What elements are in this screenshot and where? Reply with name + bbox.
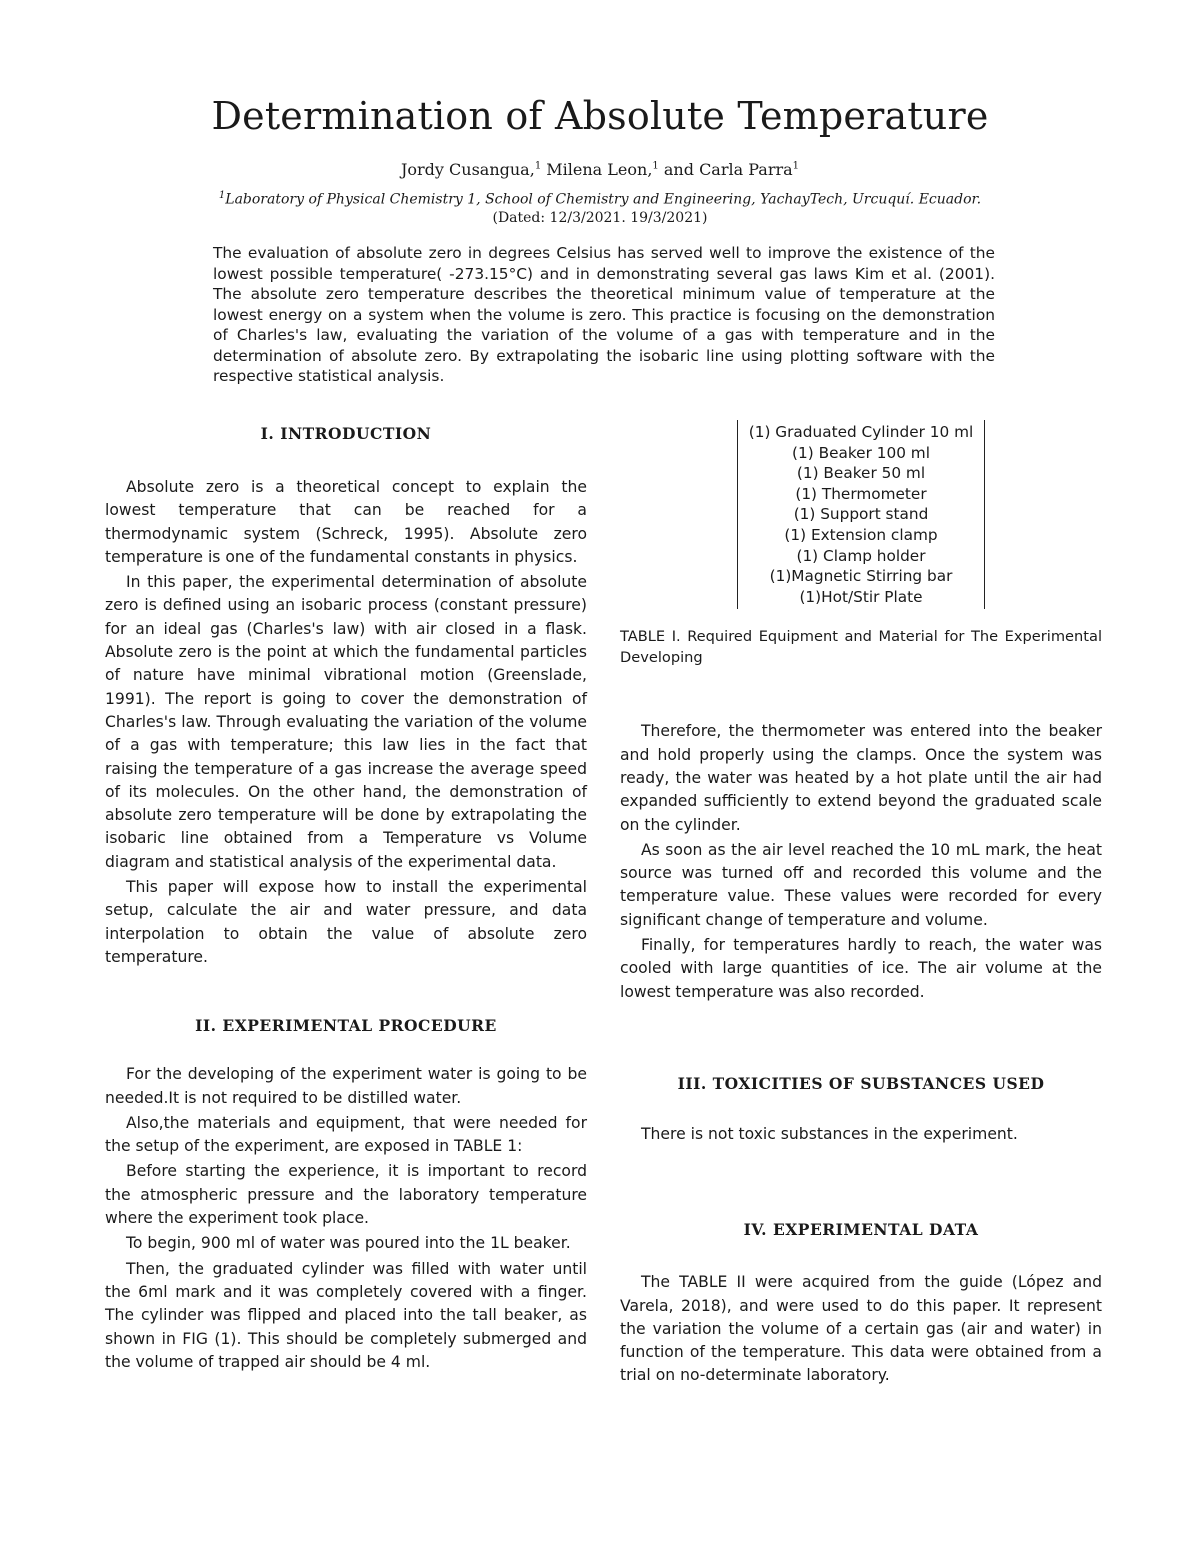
author-name: and Carla Parra xyxy=(663,160,793,179)
paragraph: Therefore, the thermometer was entered into the beaker and hold properly using the clamps. Once the system was ready, the water was heated by a hot plate until the air had expanded sufficiently to extend beyond the graduated scale on the cylinder. xyxy=(620,722,1102,834)
paragraph: As soon as the air level reached the 10 mL mark, the heat source was turned off and recorded this volume and the temperature value. These values were recorded for every significant change of temperature and volume. xyxy=(620,840,1102,929)
paragraph: Then, the graduated cylinder was filled with water until the 6ml mark and it was completely covered with a finger. The cylinder was flipped and placed into the tall beaker, as shown in FIG (1). This should be completely submerged and the volume of trapped air should be 4 ml. xyxy=(105,1259,587,1371)
paragraph: For the developing of the experiment water is going to be needed.It is not required to be distilled water. xyxy=(105,1065,587,1107)
equipment-table xyxy=(737,420,985,609)
table-row: (1) Thermometer xyxy=(795,484,927,503)
abstract: The evaluation of absolute zero in degrees Celsius has served well to improve the existence of the lowest possible temperature( -273.15°C) and in demonstrating several gas laws Kim et al. (2001). The absolute zero temperature describes the theoretical minimum value of temperature at the lowest energy on a system when the volume is zero. This practice is focusing on the demonstration of Charles's law, evaluating the variation of the volume of a gas with temperature and in the determination of absolute zero. By extrapolating the isobaric line using plotting software with the respective statistical analysis. xyxy=(213,244,995,385)
left-column xyxy=(105,420,587,1376)
paragraph: The TABLE II were acquired from the guide (López and Varela, 2018), and were used to do this paper. It represent the variation the volume of a certain gas (air and water) in function of the temperature. This data were obtained from a trial on no-determinate laboratory. xyxy=(620,1273,1102,1385)
table-row: (1) Clamp holder xyxy=(796,546,926,565)
table-row: (1) Beaker 50 ml xyxy=(796,464,926,483)
affiliation-mark: 1 xyxy=(792,160,800,172)
paragraph: To begin, 900 ml of water was poured into the 1L beaker. xyxy=(126,1234,571,1253)
paragraph: Also,the materials and equipment, that were needed for the setup of the experiment, are exposed in TABLE 1: xyxy=(105,1113,587,1156)
affiliation xyxy=(0,190,1200,208)
section-heading-experimental-data: IV. EXPERIMENTAL DATA xyxy=(743,1220,979,1240)
table-row: (1) Extension clamp xyxy=(784,525,938,544)
author-name: Milena Leon, xyxy=(546,160,653,179)
author-name: Jordy Cusangua, xyxy=(400,160,535,179)
affiliation-mark: 1 xyxy=(534,160,542,172)
paragraph: Absolute zero is a theoretical concept to explain the lowest temperature that can be reached for a thermodynamic system (Schreck, 1995). Absolute zero temperature is one of the fundamental constants in physics. xyxy=(105,478,587,566)
table-row: (1)Hot/Stir Plate xyxy=(799,587,923,606)
table-row: (1)Magnetic Stirring bar xyxy=(769,567,953,586)
section-heading-procedure: II. EXPERIMENTAL PROCEDURE xyxy=(195,1016,497,1036)
author-list xyxy=(0,160,1200,179)
affiliation-mark: 1 xyxy=(218,190,226,201)
paragraph: There is not toxic substances in the experiment. xyxy=(641,1124,1018,1143)
table-caption: TABLE I. Required Equipment and Material for The Experimental Developing xyxy=(620,628,1102,667)
affiliation-mark: 1 xyxy=(652,160,659,172)
paragraph: This paper will expose how to install the experimental setup, calculate the air and water pressure, and data interpolation to obtain the value of absolute zero temperature. xyxy=(105,878,587,966)
right-column xyxy=(620,420,1102,1390)
table-row: (1) Graduated Cylinder 10 ml xyxy=(748,423,974,441)
paragraph: Finally, for temperatures hardly to reach, the water was cooled with large quantities of ice. The air volume at the lowest temperature was also recorded. xyxy=(620,936,1102,1001)
section-heading-introduction: I. INTRODUCTION xyxy=(260,424,432,443)
section-heading-toxicities: III. TOXICITIES OF SUBSTANCES USED xyxy=(677,1073,1045,1093)
paragraph: In this paper, the experimental determination of absolute zero is defined using an isobaric process (constant pressure) for an ideal gas (Charles's law) with air closed in a flask. Absolute zero is the point at which the fundamental particles of nature have minimal vibrational motion (Greenslade, 1991). The report is going to cover the demonstration of Charles's law. Through evaluating the variation of the volume of a gas with temperature; this law lies in the fact that raising the temperature of a gas increase the average speed of its molecules. On the other hand, the demonstration of absolute zero temperature will be done by extrapolating the isobaric line obtained from a Temperature vs Volume diagram and statistical analysis of the experimental data. xyxy=(105,573,587,871)
table-row: (1) Beaker 100 ml xyxy=(792,443,930,462)
paper-title: Determination of Absolute Temperature xyxy=(211,94,989,138)
affiliation-text: Laboratory of Physical Chemistry 1, School of Chemistry and Engineering, YachayTech, Urcuquí. Ecuador. xyxy=(225,191,982,208)
date-line: (Dated: 12/3/2021. 19/3/2021) xyxy=(492,210,708,226)
table-row: (1) Support stand xyxy=(793,505,929,524)
paragraph: Before starting the experience, it is important to record the atmospheric pressure and the laboratory temperature where the experiment took place. xyxy=(105,1162,587,1228)
